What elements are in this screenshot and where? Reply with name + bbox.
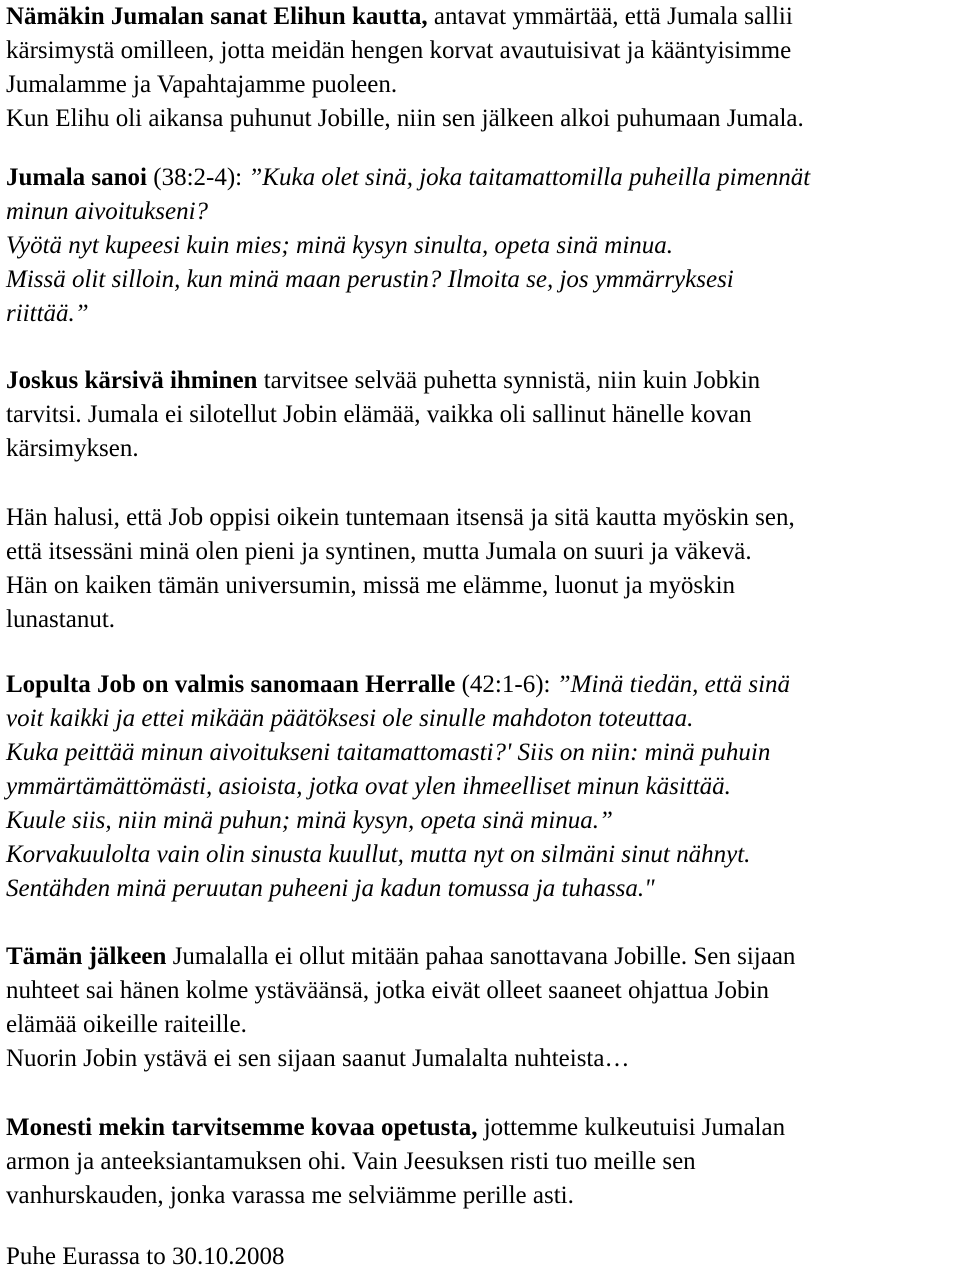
italic-quote-text: Kuka peittää minun aivoitukseni taitamattomasti?' Siis on niin: minä puhuin <box>6 739 771 766</box>
body-text: lunastanut. <box>6 606 116 633</box>
text-line <box>6 1240 284 1274</box>
text-line <box>6 102 804 136</box>
italic-quote-text: ymmärtämättömästi, asioista, jotka ovat ylen ihmeelliset minun käsittää. <box>6 773 731 800</box>
text-line <box>6 1111 785 1145</box>
text-line <box>6 1145 696 1179</box>
text-line <box>6 297 89 331</box>
text-line <box>6 838 750 872</box>
text-line <box>6 1008 247 1042</box>
italic-quote-text: minun aivoitukseni? <box>6 198 209 225</box>
text-line <box>6 34 791 68</box>
body-text: tarvitsee selvää puhetta synnistä, niin kuin Jobkin <box>257 367 761 394</box>
text-line <box>6 603 115 637</box>
text-line <box>6 501 795 535</box>
body-text: Hän on kaiken tämän universumin, missä me elämme, luonut ja myöskin <box>6 572 736 599</box>
text-line <box>6 974 769 1008</box>
text-line <box>6 770 731 804</box>
text-line <box>6 668 790 702</box>
body-text: (38:2-4): <box>147 164 249 191</box>
body-text: tarvitsi. Jumala ei silotellut Jobin elämää, vaikka oli sallinut hänelle kovan <box>6 401 752 428</box>
text-line <box>6 263 734 297</box>
text-line <box>6 364 760 398</box>
italic-quote-text: Korvakuulolta vain olin sinusta kuullut, mutta nyt on silmäni sinut nähnyt. <box>6 841 751 868</box>
body-text: kärsimystä omilleen, jotta meidän hengen korvat avautuisivat ja kääntyisimme <box>6 37 792 64</box>
text-line <box>6 229 673 263</box>
bold-text: Joskus kärsivä ihminen <box>6 367 258 394</box>
text-line <box>6 1179 574 1213</box>
text-line <box>6 0 793 34</box>
text-line <box>6 1042 629 1076</box>
italic-quote-text: voit kaikki ja ettei mikään päätöksesi ole sinulle mahdoton toteuttaa. <box>6 705 694 732</box>
body-text: (42:1-6): <box>455 671 557 698</box>
text-line <box>6 940 795 974</box>
text-line <box>6 432 139 466</box>
bold-text: Nämäkin Jumalan sanat Elihun kautta, <box>6 3 428 30</box>
italic-quote-text: Kuule siis, niin minä puhun; minä kysyn, opeta sinä minua.” <box>6 807 613 834</box>
italic-quote-text: riittää.” <box>6 300 89 327</box>
text-line <box>6 161 810 195</box>
body-text: vanhurskauden, jonka varassa me selviämme perille asti. <box>6 1182 574 1209</box>
body-text: Kun Elihu oli aikansa puhunut Jobille, niin sen jälkeen alkoi puhumaan Jumala. <box>6 105 804 132</box>
body-text: Puhe Eurassa to 30.10.2008 <box>6 1243 285 1270</box>
italic-quote-text: Vyötä nyt kupeesi kuin mies; minä kysyn sinulta, opeta sinä minua. <box>6 232 674 259</box>
bold-text: Monesti mekin tarvitsemme kovaa opetusta, <box>6 1114 478 1141</box>
bold-text: Tämän jälkeen <box>6 943 167 970</box>
body-text: jottemme kulkeutuisi Jumalan <box>477 1114 786 1141</box>
body-text: Jumalalla ei ollut mitään pahaa sanottavana Jobille. Sen sijaan <box>166 943 796 970</box>
text-line <box>6 569 735 603</box>
text-line <box>6 398 752 432</box>
bold-text: Lopulta Job on valmis sanomaan Herralle <box>6 671 456 698</box>
body-text: että itsessäni minä olen pieni ja syntinen, mutta Jumala on suuri ja väkevä. <box>6 538 752 565</box>
body-text: Hän halusi, että Job oppisi oikein tuntemaan itsensä ja sitä kautta myöskin sen, <box>6 504 795 531</box>
text-line <box>6 68 397 102</box>
text-line <box>6 702 693 736</box>
text-line <box>6 195 208 229</box>
body-text: antavat ymmärtää, että Jumala sallii <box>427 3 793 30</box>
text-line <box>6 872 655 906</box>
bold-text: Jumala sanoi <box>6 164 148 191</box>
text-line <box>6 736 770 770</box>
body-text: armon ja anteeksiantamuksen ohi. Vain Jeesuksen risti tuo meille sen <box>6 1148 696 1175</box>
body-text: nuhteet sai hänen kolme ystäväänsä, jotka eivät olleet saaneet ohjattua Jobin <box>6 977 769 1004</box>
italic-quote-text: Sentähden minä peruutan puheeni ja kadun tomussa ja tuhassa." <box>6 875 655 902</box>
body-text: Jumalamme ja Vapahtajamme puoleen. <box>6 71 398 98</box>
body-text: Nuorin Jobin ystävä ei sen sijaan saanut Jumalalta nuhteista… <box>6 1045 630 1072</box>
text-line <box>6 535 752 569</box>
body-text: kärsimyksen. <box>6 435 139 462</box>
italic-quote-text: Missä olit silloin, kun minä maan perustin? Ilmoita se, jos ymmärryksesi <box>6 266 734 293</box>
text-line <box>6 804 613 838</box>
body-text: elämää oikeille raiteille. <box>6 1011 247 1038</box>
italic-quote-text: ”Kuka olet sinä, joka taitamattomilla puheilla pimennät <box>248 164 811 191</box>
italic-quote-text: ”Minä tiedän, että sinä <box>556 671 791 698</box>
